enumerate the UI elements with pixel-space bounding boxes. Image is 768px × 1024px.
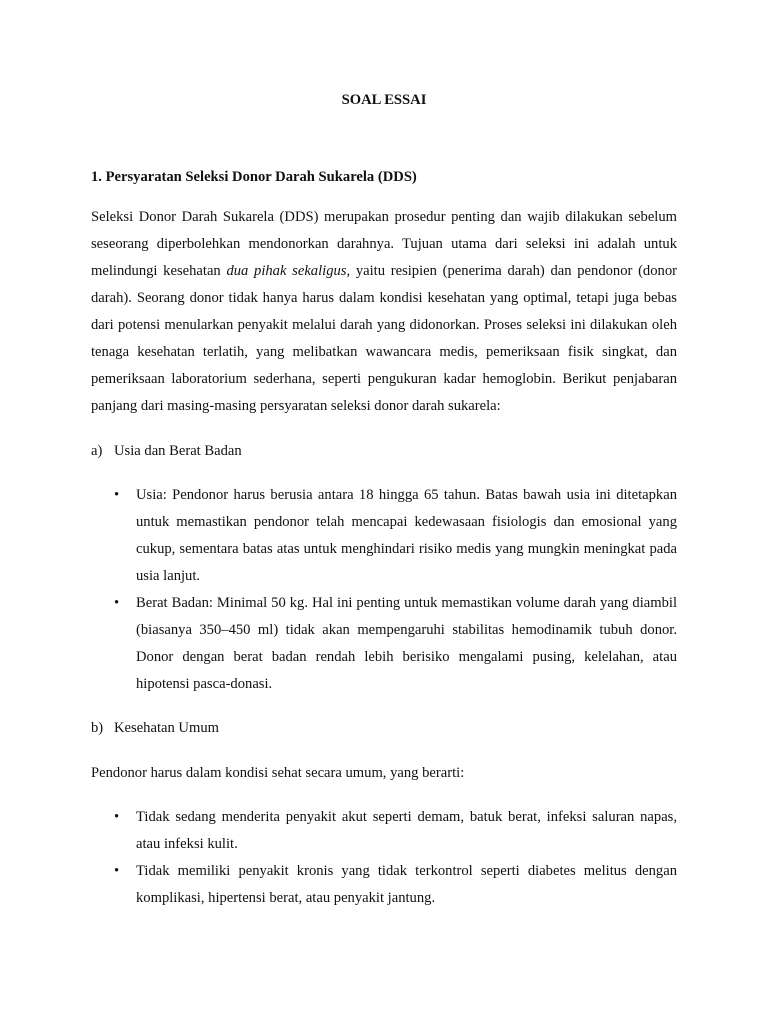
bullet-icon: • [114, 863, 120, 879]
list-item-text: Usia: Pendonor harus berusia antara 18 hingga 65 tahun. Batas bawah usia ini ditetapkan untuk memastikan pendonor telah mencapai kedewasaan fisiologis dan emosional yang cukup, sementara batas atas untuk menghindari risiko medis yang mungkin meningkat pada usia lanjut. [136, 487, 677, 584]
list-item-text: Tidak sedang menderita penyakit akut seperti demam, batuk berat, infeksi saluran napas, atau infeksi kulit. [136, 809, 677, 852]
bullet-icon: • [114, 595, 120, 611]
list-item [114, 482, 677, 590]
list-item-text: Tidak memiliki penyakit kronis yang tidak terkontrol seperti diabetes melitus dengan komplikasi, hipertensi berat, atau penyakit jantung. [136, 863, 677, 906]
intro-text-rest: , yaitu resipien (penerima darah) dan pendonor (donor darah). Seorang donor tidak hanya harus dalam kondisi kesehatan yang optimal, tetapi juga bebas dari potensi menularkan penyakit melalui darah yang didonorkan. Proses seleksi ini dilakukan oleh tenaga kesehatan terlatih, yang melibatkan wawancara medis, pemeriksaan fisik singkat, dan pemeriksaan laboratorium sederhana, seperti pengukuran kadar hemoglobin. Berikut penjabaran panjang dari masing-masing persyaratan seleksi donor darah sukarela: [91, 263, 677, 414]
list-item-text: Berat Badan: Minimal 50 kg. Hal ini penting untuk memastikan volume darah yang diambil (biasanya 350–450 ml) tidak akan mempengaruhi stabilitas hemodinamik tubuh donor. Donor dengan berat badan rendah lebih berisiko mengalami pusing, kelelahan, atau hipotensi pasca-donasi. [136, 595, 677, 692]
intro-paragraph [91, 204, 677, 420]
section-heading: 1. Persyaratan Seleksi Donor Darah Sukarela (DDS) [91, 169, 417, 185]
paragraph-b: Pendonor harus dalam kondisi sehat secara umum, yang berarti: [91, 765, 465, 781]
list-item [114, 858, 677, 912]
bullet-list-a [114, 482, 677, 698]
subheading-label: a) [91, 443, 103, 459]
subheading-b [91, 715, 219, 742]
intro-italic: dua pihak sekaligus [226, 263, 347, 279]
bullet-icon: • [114, 809, 120, 825]
subheading-title: Kesehatan Umum [114, 720, 219, 736]
bullet-list-b [114, 804, 677, 912]
intro-text: Seleksi Donor Darah Sukarela (DDS) merupakan prosedur penting dan wajib dilakukan sebelum seseorang diperbolehkan mendonorkan darahnya. Tujuan utama dari seleksi ini adalah untuk melindungi kesehatan [91, 209, 677, 279]
bullet-icon: • [114, 487, 120, 503]
subheading-label: b) [91, 720, 104, 736]
document-title: SOAL ESSAI [341, 92, 427, 108]
subheading-a [91, 438, 242, 465]
list-item [114, 804, 677, 858]
subheading-title: Usia dan Berat Badan [114, 443, 242, 459]
list-item [114, 590, 677, 698]
